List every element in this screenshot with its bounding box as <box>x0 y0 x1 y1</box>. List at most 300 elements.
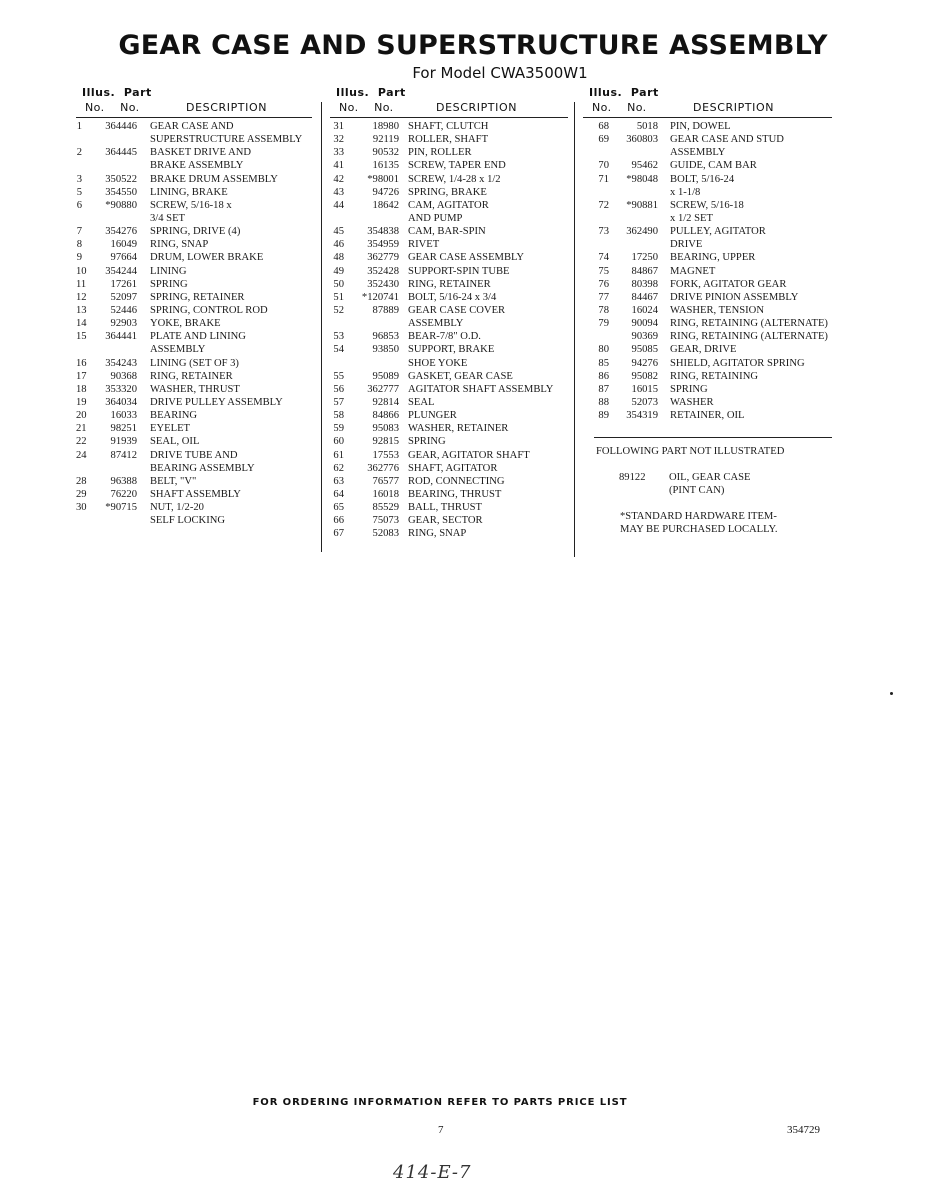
column-header <box>76 86 312 120</box>
column-divider <box>574 102 575 557</box>
illus-number: 52 <box>333 304 344 316</box>
part-number: 90532 <box>372 147 399 159</box>
column-header <box>583 86 832 120</box>
part-description: BASKET DRIVE AND <box>150 147 252 159</box>
header-description: DESCRIPTION <box>693 101 775 114</box>
part-row <box>76 396 312 409</box>
part-description: GASKET, GEAR CASE <box>408 370 513 382</box>
part-number: 90368 <box>110 370 137 382</box>
illus-number: 21 <box>76 423 87 435</box>
part-description: SUPPORT-SPIN TUBE <box>408 265 510 277</box>
part-row <box>76 186 312 199</box>
illus-number: 11 <box>76 278 87 290</box>
part-description: LINING (SET OF 3) <box>150 357 239 369</box>
part-description: DRIVE <box>670 239 703 251</box>
part-number: 87889 <box>372 304 399 316</box>
part-row <box>330 462 568 475</box>
part-description: DRUM, LOWER BRAKE <box>150 252 264 264</box>
illus-number: 46 <box>333 239 344 251</box>
part-number: *90715 <box>105 502 137 514</box>
part-description: x 1-1/8 <box>670 186 701 198</box>
part-row <box>330 370 568 383</box>
illus-number: 63 <box>333 475 344 487</box>
part-description: SUPPORT, BRAKE <box>408 344 495 356</box>
part-number: 92119 <box>372 134 399 146</box>
part-row <box>76 291 312 304</box>
header-illus-part: Illus. Part <box>82 86 152 99</box>
part-row <box>583 317 832 330</box>
part-row <box>330 514 568 527</box>
part-description: BEARING, THRUST <box>408 488 502 500</box>
part-description: SCREW, TAPER END <box>408 160 506 172</box>
part-row <box>76 330 312 343</box>
illus-number: 86 <box>598 370 609 382</box>
part-row <box>583 173 832 186</box>
header-description: DESCRIPTION <box>186 101 268 114</box>
illus-number: 24 <box>76 449 87 461</box>
illus-number: 65 <box>333 502 344 514</box>
part-description: GEAR, AGITATOR SHAFT <box>408 449 530 461</box>
illus-number: 7 <box>76 226 82 238</box>
part-description: SPRING <box>670 383 708 395</box>
part-description: PIN, ROLLER <box>408 147 472 159</box>
part-description: RETAINER, OIL <box>670 410 745 422</box>
illus-number: 70 <box>598 160 609 172</box>
parts-rows <box>76 120 312 527</box>
part-description: GEAR CASE AND STUD <box>670 134 784 146</box>
part-row <box>76 488 312 501</box>
illus-number: 2 <box>76 147 82 159</box>
part-row <box>76 501 312 514</box>
part-number: 352430 <box>367 278 399 290</box>
part-number: 95085 <box>631 344 658 356</box>
header-illus-part: Illus. Part <box>336 86 406 99</box>
part-row <box>76 199 312 212</box>
part-row <box>330 199 568 212</box>
part-number: 96388 <box>110 475 137 487</box>
part-description: DRIVE TUBE AND <box>150 449 238 461</box>
part-row <box>76 357 312 370</box>
illus-number: 20 <box>76 410 87 422</box>
illus-number: 55 <box>333 370 344 382</box>
illus-number: 18 <box>76 383 87 395</box>
part-row <box>583 251 832 264</box>
illus-number: 59 <box>333 423 344 435</box>
part-description: RING, RETAINING (ALTERNATE) <box>670 318 828 330</box>
illus-number: 76 <box>598 278 609 290</box>
illus-number: 71 <box>598 173 609 185</box>
part-description: SCREW, 5/16-18 <box>670 199 744 211</box>
part-number: 354550 <box>105 186 137 198</box>
part-description: SUPERSTRUCTURE ASSEMBLY <box>150 134 303 146</box>
part-number: 16049 <box>110 239 137 251</box>
part-number: *98048 <box>626 173 658 185</box>
part-number: *90881 <box>626 199 658 211</box>
header-illus-part: Illus. Part <box>589 86 659 99</box>
part-description: GUIDE, CAM BAR <box>670 160 757 172</box>
part-row <box>76 422 312 435</box>
part-row <box>583 265 832 278</box>
part-number: 87412 <box>110 449 137 461</box>
part-description: PLATE AND LINING <box>150 331 246 343</box>
illus-number: 5 <box>76 186 82 198</box>
part-row <box>330 159 568 172</box>
part-number: 52073 <box>631 396 658 408</box>
part-row <box>76 370 312 383</box>
not-illustrated-description-2: (PINT CAN) <box>669 485 725 496</box>
part-number: 354838 <box>367 226 399 238</box>
part-description: EYELET <box>150 423 191 435</box>
part-number: 98251 <box>110 423 137 435</box>
illus-number: 53 <box>333 331 344 343</box>
part-description: SEAL, OIL <box>150 436 200 448</box>
part-number: 91939 <box>110 436 137 448</box>
part-row <box>76 278 312 291</box>
part-row <box>330 422 568 435</box>
illus-number: 3 <box>76 173 82 185</box>
not-illustrated-heading: FOLLOWING PART NOT ILLUSTRATED <box>596 446 785 457</box>
part-row <box>76 212 312 225</box>
illus-number: 62 <box>333 462 344 474</box>
part-number: 76220 <box>110 488 137 500</box>
illus-number: 89 <box>598 410 609 422</box>
part-number: 97664 <box>110 252 137 264</box>
illus-number: 48 <box>333 252 344 264</box>
illus-number: 56 <box>333 383 344 395</box>
part-description: BOLT, 5/16-24 x 3/4 <box>408 291 497 303</box>
parts-rows <box>583 120 832 422</box>
part-number: 364446 <box>105 121 137 132</box>
part-description: NUT, 1/2-20 <box>150 502 204 514</box>
model-number: CWA3500W1 <box>490 64 588 82</box>
part-row <box>76 159 312 172</box>
part-description: BRAKE DRUM ASSEMBLY <box>150 173 278 185</box>
part-row <box>583 383 832 396</box>
part-number: 52083 <box>372 528 399 540</box>
part-description: SHAFT, CLUTCH <box>408 121 489 132</box>
header-no-no: No. No. <box>339 101 394 114</box>
part-description: WASHER, TENSION <box>670 304 764 316</box>
part-row <box>583 133 832 146</box>
illus-number: 66 <box>333 515 344 527</box>
not-illustrated-description: OIL, GEAR CASE <box>669 472 751 483</box>
part-description: SHAFT ASSEMBLY <box>150 488 241 500</box>
part-number: 360803 <box>626 134 658 146</box>
illus-number: 17 <box>76 370 87 382</box>
part-row <box>583 146 832 159</box>
part-number: 364034 <box>105 396 137 408</box>
illus-number: 13 <box>76 304 87 316</box>
part-row <box>330 475 568 488</box>
part-row <box>330 291 568 304</box>
part-description: SPRING, RETAINER <box>150 291 245 303</box>
part-row <box>330 343 568 356</box>
illus-number: 14 <box>76 318 87 330</box>
part-number: 84867 <box>631 265 658 277</box>
header-rule <box>330 117 568 118</box>
handwritten-annotation: 414-E-7 <box>393 1162 472 1183</box>
part-row <box>330 146 568 159</box>
part-number: 85529 <box>372 502 399 514</box>
part-row <box>330 225 568 238</box>
parts-column-3 <box>583 86 832 422</box>
illus-number: 32 <box>333 134 344 146</box>
illus-number: 42 <box>333 173 344 185</box>
part-number: 354244 <box>105 265 137 277</box>
part-row <box>330 304 568 317</box>
header-no-no: No. No. <box>85 101 140 114</box>
part-description: RING, SNAP <box>150 239 209 251</box>
part-row <box>583 357 832 370</box>
part-number: 362776 <box>367 462 399 474</box>
part-description: SHOE YOKE <box>408 357 468 369</box>
part-description: CAM, AGITATOR <box>408 199 489 211</box>
part-row <box>583 330 832 343</box>
part-row <box>76 462 312 475</box>
part-number: 354319 <box>626 410 658 422</box>
part-description: ASSEMBLY <box>150 344 206 356</box>
part-row <box>583 225 832 238</box>
page-title: GEAR CASE AND SUPERSTRUCTURE ASSEMBLY <box>118 30 828 61</box>
part-number: 362777 <box>367 383 399 395</box>
part-number: 17553 <box>372 449 399 461</box>
part-row <box>330 133 568 146</box>
part-description: x 1/2 SET <box>670 212 713 224</box>
header-description: DESCRIPTION <box>436 101 518 114</box>
hardware-note: *STANDARD HARDWARE ITEM- <box>620 511 777 522</box>
part-description: BELT, "V" <box>150 475 197 487</box>
parts-rows <box>330 120 568 541</box>
part-row <box>330 488 568 501</box>
part-row <box>76 435 312 448</box>
part-row <box>583 159 832 172</box>
part-number: 362490 <box>626 226 658 238</box>
part-number: 16033 <box>110 410 137 422</box>
part-number: 353320 <box>105 383 137 395</box>
part-row <box>330 435 568 448</box>
part-row <box>583 396 832 409</box>
part-description: RING, RETAINER <box>150 370 233 382</box>
part-row <box>583 120 832 133</box>
part-number: 95082 <box>631 370 658 382</box>
part-number: 90094 <box>631 318 658 330</box>
part-row <box>76 383 312 396</box>
illus-number: 88 <box>598 396 609 408</box>
illus-number: 22 <box>76 436 87 448</box>
part-description: PIN, DOWEL <box>670 121 731 132</box>
hardware-note-2: MAY BE PURCHASED LOCALLY. <box>620 524 778 535</box>
parts-column-2 <box>330 86 568 541</box>
part-number: 84866 <box>372 410 399 422</box>
part-row <box>76 120 312 133</box>
part-number: 16015 <box>631 383 658 395</box>
part-row <box>583 304 832 317</box>
part-row <box>330 330 568 343</box>
part-number: 52097 <box>110 291 137 303</box>
part-row <box>76 514 312 527</box>
illus-number: 75 <box>598 265 609 277</box>
illus-number: 6 <box>76 199 82 211</box>
illus-number: 80 <box>598 344 609 356</box>
part-description: BEARING ASSEMBLY <box>150 462 255 474</box>
part-row <box>76 317 312 330</box>
part-row <box>76 251 312 264</box>
part-number: *120741 <box>361 291 399 303</box>
part-description: GEAR, DRIVE <box>670 344 737 356</box>
illus-number: 51 <box>333 291 344 303</box>
illus-number: 50 <box>333 278 344 290</box>
illus-number: 74 <box>598 252 609 264</box>
illus-number: 16 <box>76 357 87 369</box>
part-number: 16018 <box>372 488 399 500</box>
part-description: DRIVE PULLEY ASSEMBLY <box>150 396 283 408</box>
part-description: BRAKE ASSEMBLY <box>150 160 244 172</box>
part-number: 92814 <box>372 396 399 408</box>
scan-speck <box>890 692 893 695</box>
illus-number: 79 <box>598 318 609 330</box>
illus-number: 57 <box>333 396 344 408</box>
part-row <box>583 238 832 251</box>
part-row <box>76 238 312 251</box>
part-row <box>76 304 312 317</box>
part-number: 92903 <box>110 318 137 330</box>
part-number: 76577 <box>372 475 399 487</box>
part-description: LINING, BRAKE <box>150 186 228 198</box>
illus-number: 61 <box>333 449 344 461</box>
part-description: RING, RETAINING <box>670 370 759 382</box>
part-number: 18642 <box>372 199 399 211</box>
part-row <box>76 225 312 238</box>
part-number: 17250 <box>631 252 658 264</box>
part-description: BOLT, 5/16-24 <box>670 173 735 185</box>
part-number: *98001 <box>367 173 399 185</box>
part-description: ASSEMBLY <box>408 318 464 330</box>
document-number: 354729 <box>787 1124 820 1136</box>
part-number: 354276 <box>105 226 137 238</box>
part-description: FORK, AGITATOR GEAR <box>670 278 787 290</box>
part-description: RING, RETAINING (ALTERNATE) <box>670 331 828 343</box>
part-row <box>583 370 832 383</box>
part-description: WASHER, RETAINER <box>408 423 509 435</box>
part-row <box>76 449 312 462</box>
illus-number: 43 <box>333 186 344 198</box>
part-number: 95089 <box>372 370 399 382</box>
header-no-no: No. No. <box>592 101 647 114</box>
part-number: 5018 <box>636 121 658 132</box>
illus-number: 58 <box>333 410 344 422</box>
part-number: 93850 <box>372 344 399 356</box>
part-row <box>330 449 568 462</box>
part-number: 16135 <box>372 160 399 172</box>
part-number: 352428 <box>367 265 399 277</box>
part-row <box>330 501 568 514</box>
part-row <box>330 212 568 225</box>
part-row <box>330 357 568 370</box>
part-number: 364445 <box>105 147 137 159</box>
part-description: GEAR CASE COVER <box>408 304 506 316</box>
column-divider <box>321 102 322 552</box>
part-description: SCREW, 5/16-18 x <box>150 199 232 211</box>
illus-number: 85 <box>598 357 609 369</box>
illus-number: 64 <box>333 488 344 500</box>
illus-number: 54 <box>333 344 344 356</box>
part-description: LINING <box>150 265 187 277</box>
part-number: 18980 <box>372 121 399 132</box>
part-description: MAGNET <box>670 265 716 277</box>
illus-number: 10 <box>76 265 87 277</box>
header-rule <box>583 117 832 118</box>
part-row <box>330 186 568 199</box>
illus-number: 69 <box>598 134 609 146</box>
ordering-info-footer: FOR ORDERING INFORMATION REFER TO PARTS PRICE LIST <box>252 1097 628 1108</box>
part-number: 17261 <box>110 278 137 290</box>
illus-number: 28 <box>76 475 87 487</box>
illus-number: 49 <box>333 265 344 277</box>
part-description: SELF LOCKING <box>150 515 226 527</box>
illus-number: 15 <box>76 331 87 343</box>
illus-number: 8 <box>76 239 82 251</box>
subtitle-prefix: For Model <box>412 64 486 82</box>
part-description: SPRING, DRIVE (4) <box>150 226 241 238</box>
part-description: ASSEMBLY <box>670 147 726 159</box>
part-description: SPRING <box>408 436 446 448</box>
illus-number: 73 <box>598 226 609 238</box>
part-description: GEAR CASE AND <box>150 121 234 132</box>
illus-number: 45 <box>333 226 344 238</box>
illus-number: 41 <box>333 160 344 172</box>
part-description: BEARING <box>150 410 198 422</box>
part-description: DRIVE PINION ASSEMBLY <box>670 291 799 303</box>
illus-number: 19 <box>76 396 87 408</box>
part-row <box>76 343 312 356</box>
part-number: 354959 <box>367 239 399 251</box>
part-description: CAM, BAR-SPIN <box>408 226 486 238</box>
illus-number: 29 <box>76 488 87 500</box>
illus-number: 77 <box>598 291 609 303</box>
part-row <box>583 343 832 356</box>
part-row <box>76 146 312 159</box>
part-description: SCREW, 1/4-28 x 1/2 <box>408 173 501 185</box>
part-row <box>330 238 568 251</box>
part-description: SPRING <box>150 278 188 290</box>
illus-number: 12 <box>76 291 87 303</box>
part-description: BEAR-7/8" O.D. <box>408 331 481 343</box>
part-row <box>76 173 312 186</box>
part-number: 92815 <box>372 436 399 448</box>
part-number: 364441 <box>105 331 137 343</box>
part-row <box>583 409 832 422</box>
part-description: SPRING, BRAKE <box>408 186 487 198</box>
part-number: 95462 <box>631 160 658 172</box>
part-description: PLUNGER <box>408 410 457 422</box>
part-row <box>583 278 832 291</box>
part-row <box>76 475 312 488</box>
illus-number: 44 <box>333 199 344 211</box>
part-number: 96853 <box>372 331 399 343</box>
illus-number: 68 <box>598 121 609 132</box>
part-row <box>330 120 568 133</box>
part-description: AND PUMP <box>408 212 463 224</box>
part-description: 3/4 SET <box>150 212 186 224</box>
part-description: ROD, CONNECTING <box>408 475 505 487</box>
part-description: RING, SNAP <box>408 528 467 540</box>
section-divider <box>594 437 832 438</box>
part-description: RIVET <box>408 239 440 251</box>
page-number: 7 <box>438 1124 444 1136</box>
part-number: 75073 <box>372 515 399 527</box>
part-row <box>330 396 568 409</box>
part-row <box>330 383 568 396</box>
